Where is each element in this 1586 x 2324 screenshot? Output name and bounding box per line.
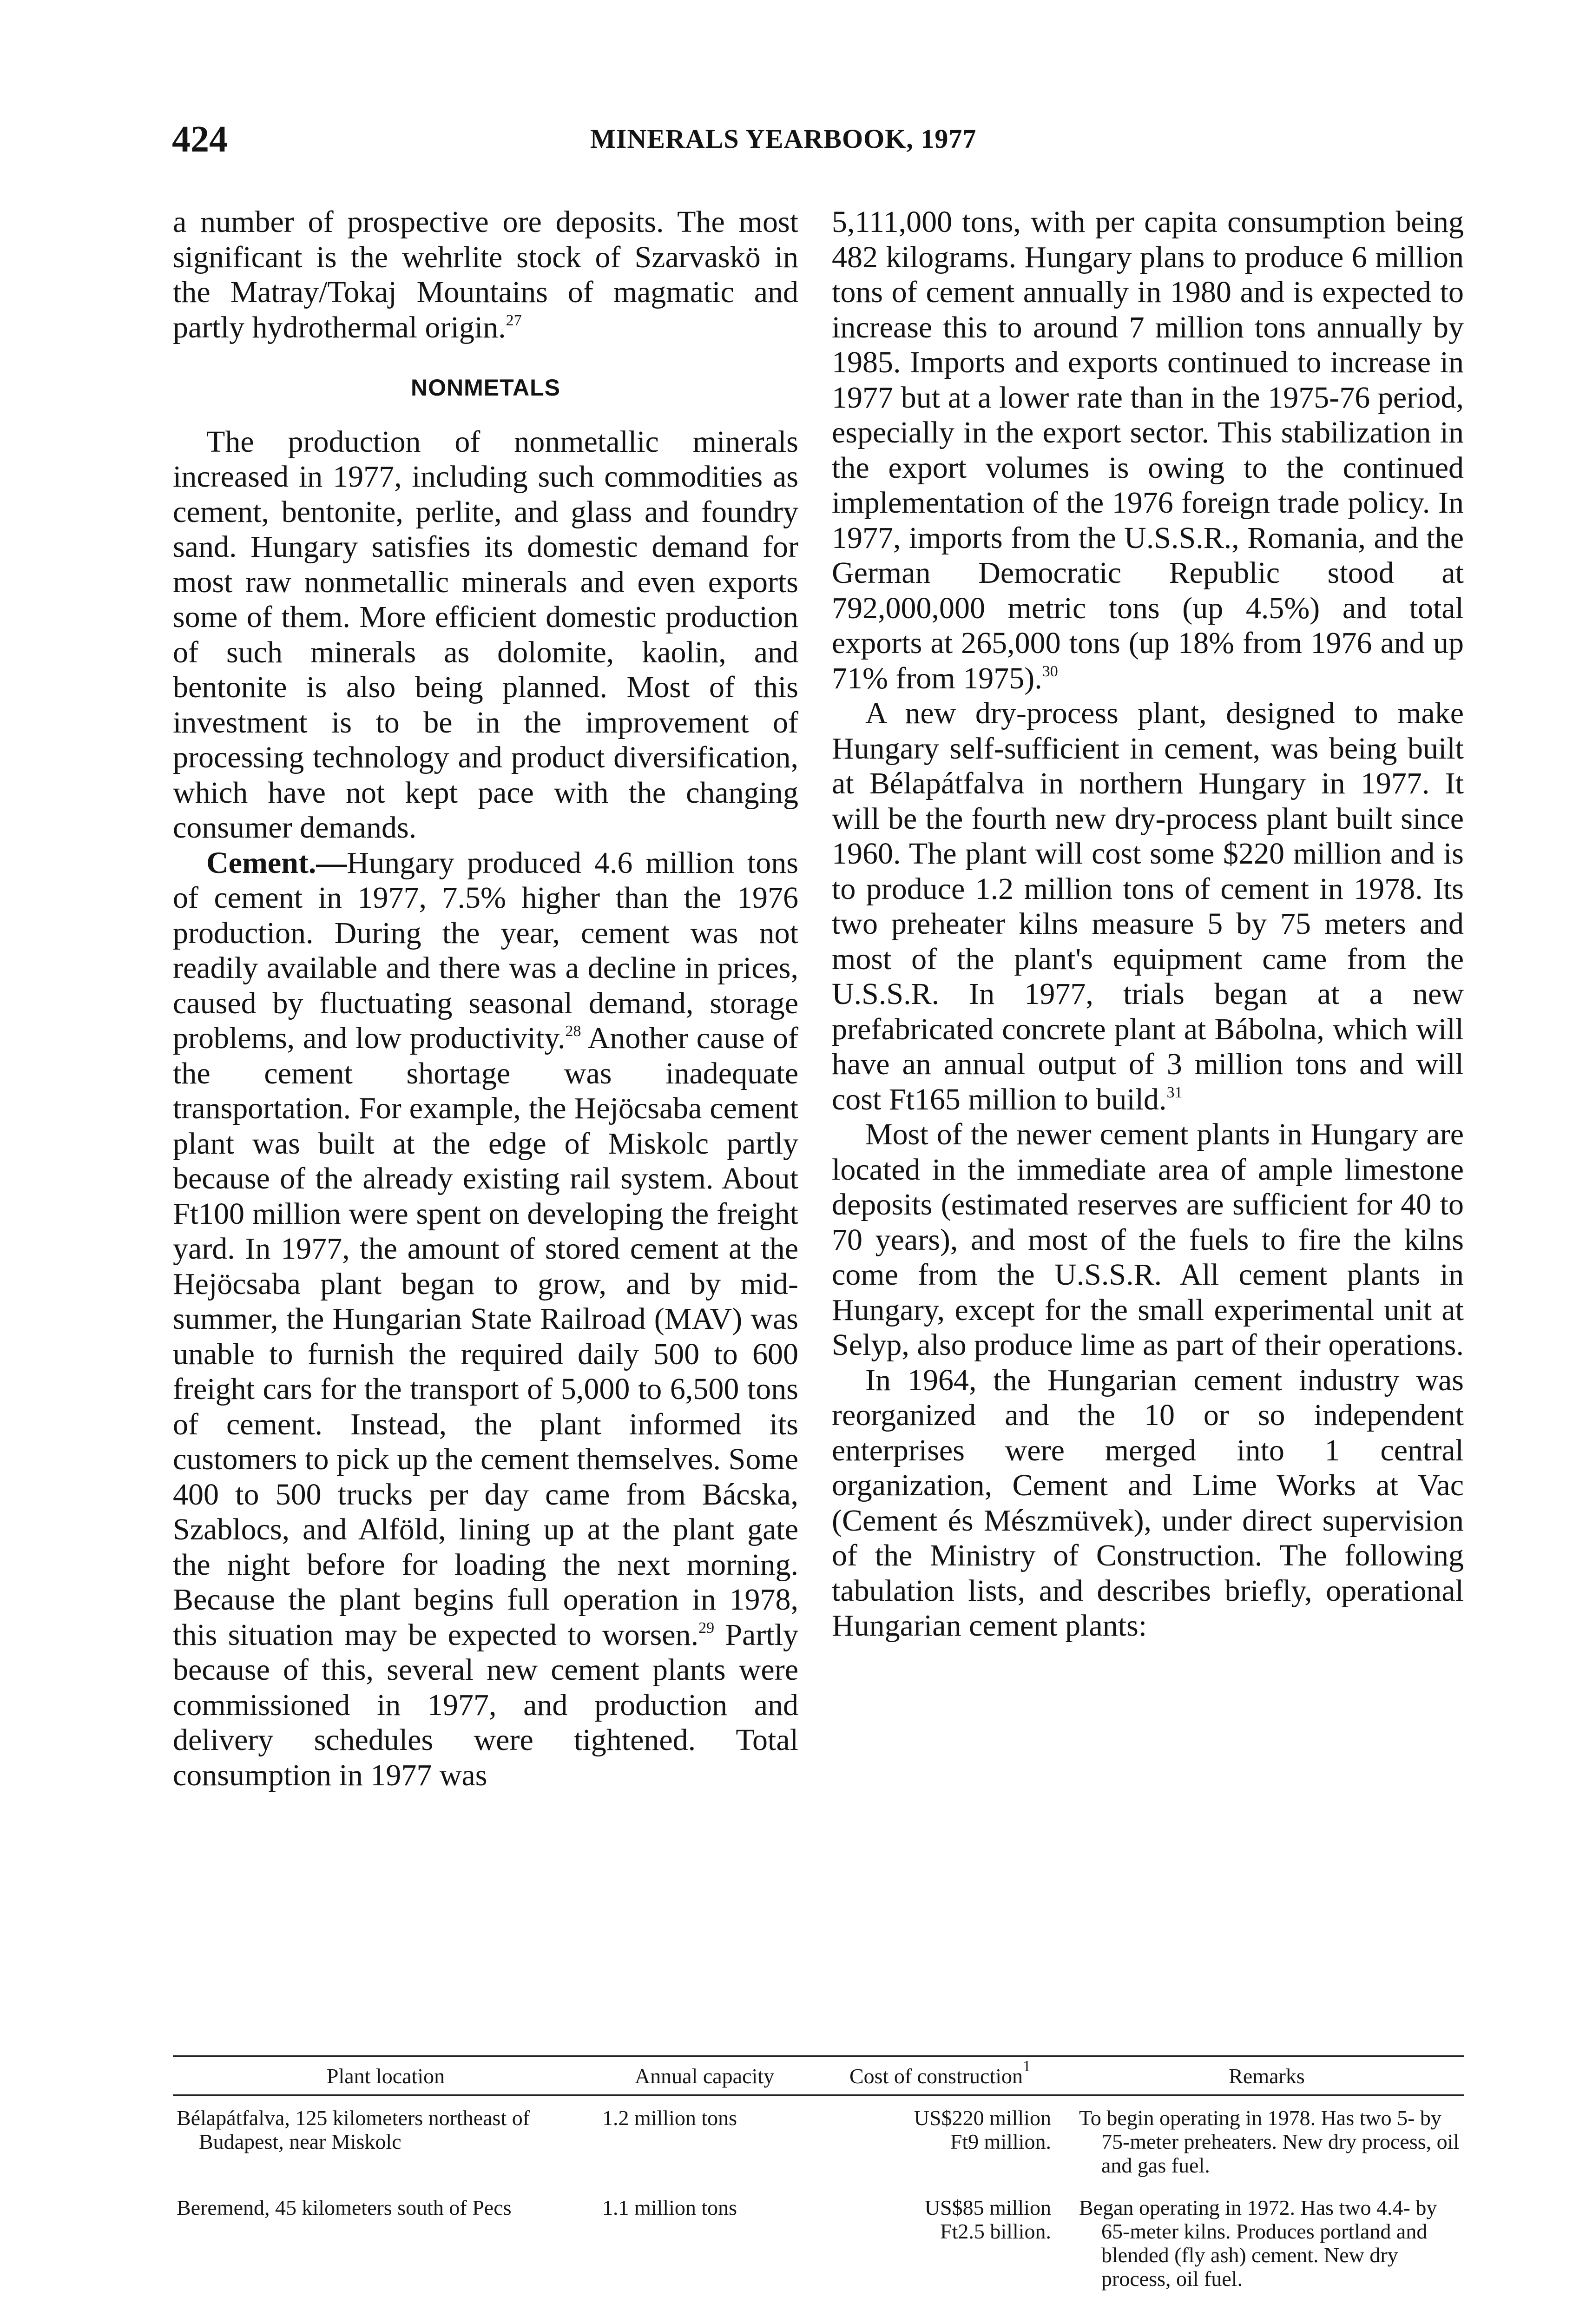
page-number: 424 [172,119,228,160]
table-row [173,2185,1464,2299]
cement-text-2: Another cause of the cement shortage was inadequate transportation. For example, the Hejöcsaba cement plant was built at the edge of Miskolc partly because of the already existing rail system. About Ft100 million were spent on developing the freight yard. In 1977, the amount of stored cement at the Hejöcsaba plant began to grow, and by mid-summer, the Hungarian State Railroad (MAV) was unable to furnish the required daily 500 to 600 freight cars for the transport of 5,000 to 6,500 tons of cement. Instead, the plant informed its customers to pick up the cement themselves. Some 400 to 500 trucks per day came from Bácska, Szablocs, and Alföld, lining up at the plant gate the night before for loading the next morning. Because the plant begins full operation in 1978, this situation may be expected to worsen. [173,1021,798,1652]
intro-paragraph [173,205,798,345]
cement-run-in-heading: Cement.— [206,845,347,880]
header-remarks: Remarks [1070,2056,1464,2095]
header-cost-label: Cost of construction [849,2064,1023,2088]
nonmetals-paragraph: The production of nonmetallic minerals increased in 1977, including such commodities as cement, bentonite, perlite, and glass and foundry sand. Hungary satisfies its domestic demand for most raw nonmetallic minerals and even exports some of them. More efficient domestic production of such minerals as dolomite, kaolin, and bentonite is also being planned. Most of this investment is to be in the improvement of processing technology and product diversification, which have not kept pace with the changing consumer demands. [173,424,798,845]
header-plant-location: Plant location [173,2056,599,2095]
running-title: MINERALS YEARBOOK, 1977 [590,124,977,154]
footnote-ref: 28 [565,1023,581,1040]
plant-location: Bélapátfalva, 125 kilometers northeast of Budapest, near Miskolc [177,2106,530,2153]
plant-location-cell [173,2095,599,2186]
remarks: Began operating in 1972. Has two 4.4- by 65-meter kilns. Produces portland and blended (fly ash) cement. New dry process, oil fuel. [1079,2196,1437,2291]
footnote-ref: 30 [1042,662,1058,680]
table-header-row [173,2056,1464,2095]
footnote-ref: 31 [1166,1083,1183,1101]
header-cost-of-construction [810,2056,1070,2095]
new-plant-text: A new dry-process plant, designed to make Hungary self-sufficient in cement, was being built at Bélapátfalva in northern Hungary in 1977. It will be the fourth new dry-process plant built since 1960. The plant will cost some $220 million and is to produce 1.2 million tons of cement in 1978. Its two preheater kilns measure 5 by 75 meters and most of the plant's equipment came from the U.S.S.R. In 1977, trials began at a new prefabricated concrete plant at Bábolna, which will have an annual output of 3 million tons and will cost Ft165 million to build. [832,696,1464,1116]
cement-text-3: Partly because of this, several new cement plants were commissioned in 1977, and production and delivery schedules were tightened. Total consumption in 1977 was [173,1618,798,1792]
plants-table [173,2055,1464,2299]
cement-plants-table [173,2055,1464,2299]
cement-paragraph [173,845,798,1793]
cost-line-2: Ft9 million. [950,2130,1051,2153]
cement-text-1: Hungary produced 4.6 million tons of cement in 1977, 7.5% higher than the 1976 production. During the year, cement was not readily available and there was a decline in prices, caused by fluctuating seasonal demand, storage problems, and low productivity. [173,845,798,1055]
newer-plants-paragraph: Most of the newer cement plants in Hungary are located in the immediate area of ample limestone deposits (estimated reserves are sufficient for 40 to 70 years), and most of the fuels to fire the kilns come from the U.S.S.R. All cement plants in Hungary, except for the small experimental unit at Selyp, also produce lime as part of their operations. [832,1117,1464,1362]
footnote-ref: 27 [506,311,522,329]
annual-capacity-cell: 1.1 million tons [602,2196,737,2219]
plant-location-cell [173,2185,599,2299]
cost-line-1: US$85 million [924,2196,1051,2219]
table-row [173,2095,1464,2186]
section-heading-nonmetals: NONMETALS [411,375,560,401]
annual-capacity-cell: 1.2 million tons [602,2106,737,2130]
cost-cell [810,2185,1070,2299]
footnote-ref: 29 [698,1619,715,1637]
remarks-cell [1070,2095,1464,2186]
remarks: To begin operating in 1978. Has two 5- by 75-meter preheaters. New dry process, oil and gas fuel. [1079,2106,1460,2177]
header-annual-capacity: Annual capacity [599,2056,810,2095]
footnote-ref: 1 [1023,2058,1031,2075]
continuation-paragraph [832,205,1464,696]
right-column [832,205,1464,1644]
intro-text: a number of prospective ore deposits. The most significant is the wehrlite stock of Szarvaskö in the Matray/Tokaj Mountains of magmatic and partly hydrothermal origin. [173,205,798,344]
plant-location: Beremend, 45 kilometers south of Pecs [177,2196,512,2219]
cost-line-2: Ft2.5 billion. [940,2219,1051,2243]
new-plant-paragraph [832,696,1464,1117]
cost-line-1: US$220 million [914,2106,1051,2130]
left-column [173,205,798,1793]
cost-cell [810,2095,1070,2186]
remarks-cell [1070,2185,1464,2299]
reorganization-paragraph: In 1964, the Hungarian cement industry was reorganized and the 10 or so independent enterprises were merged into 1 central organization, Cement and Lime Works at Vac (Cement és Mészmüvek), under direct supervision of the Ministry of Construction. The following tabulation lists, and describes briefly, operational Hungarian cement plants: [832,1363,1464,1643]
continuation-text: 5,111,000 tons, with per capita consumption being 482 kilograms. Hungary plans to produce 6 million tons of cement annually in 1980 and is expected to increase this to around 7 million tons annually by 1985. Imports and exports continued to increase in 1977 but at a lower rate than in the 1975-76 period, especially in the export sector. This stabilization in the export volumes is owing to the continued implementation of the 1976 foreign trade policy. In 1977, imports from the U.S.S.R., Romania, and the German Democratic Republic stood at 792,000,000 metric tons (up 4.5%) and total exports at 265,000 tons (up 18% from 1976 and up 71% from 1975). [832,205,1464,695]
